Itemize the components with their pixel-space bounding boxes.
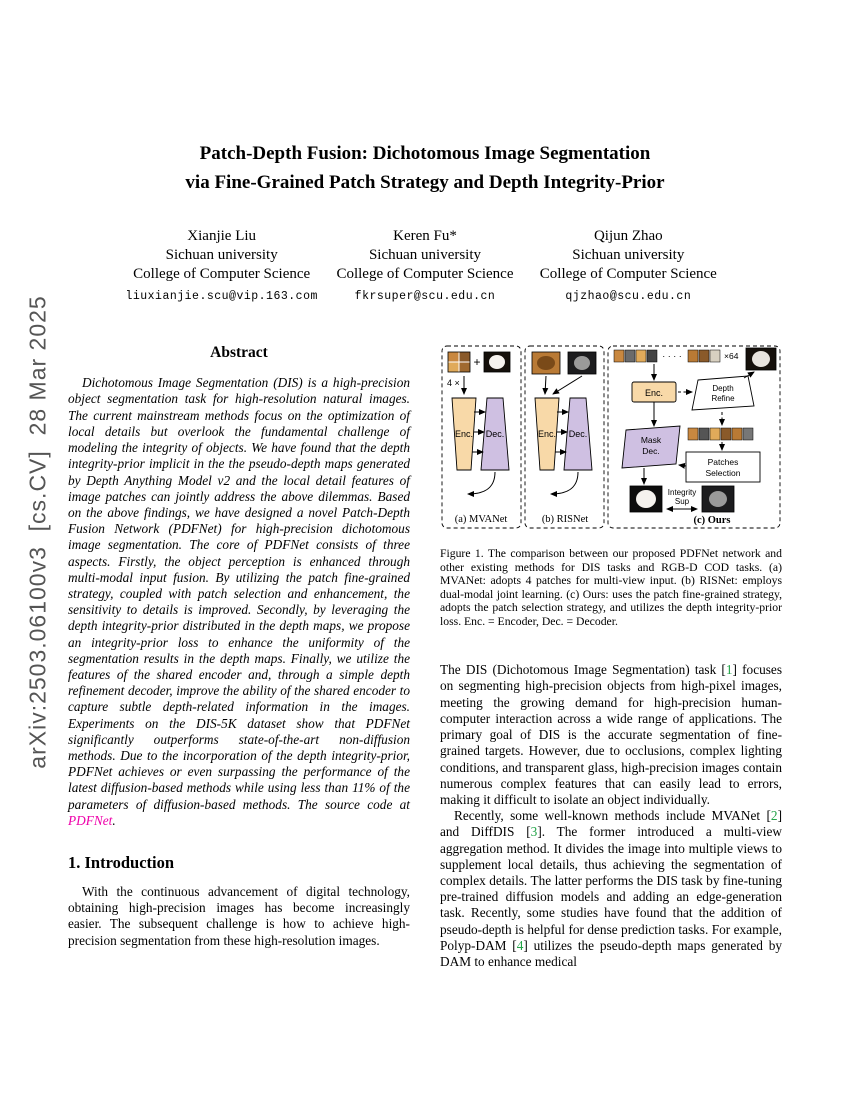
encoder-label: Enc. xyxy=(454,429,474,440)
author-affiliation: Sichuan university xyxy=(165,247,278,264)
paper-header xyxy=(0,0,850,304)
plus-icon: + xyxy=(473,355,481,370)
text-segment: ] focuses on segmenting high-precision objects from high-pixel images, meeting the growing demand for high-precision human-computer interaction across a wide range of applications. The primary goal of DIS is the accurate segmentation of fine-grained targets. However, due to occlusions, complex lighting conditions, and transparent glass, high-precision images contain numerous complex features that can easily lead to errors, making it difficult to isolate an object individually. xyxy=(440,662,782,807)
decoder-label: Dec. xyxy=(568,429,588,440)
abstract-period: . xyxy=(112,812,116,828)
author-affiliation: Sichuan university xyxy=(572,247,685,264)
output-arrow xyxy=(551,472,578,494)
right-column xyxy=(440,344,782,970)
panel-b-label: (b) RISNet xyxy=(541,514,589,526)
decoder-label: Dec. xyxy=(485,429,505,440)
arxiv-watermark: arXiv:2503.06100v3 [cs.CV] 28 Mar 2025 xyxy=(24,295,51,769)
mvanet-mask-thumbnail xyxy=(484,352,510,372)
panel-a-label: (a) MVANet xyxy=(454,514,508,526)
author-affiliation: College of Computer Science xyxy=(133,266,311,283)
body-paragraph-2 xyxy=(440,808,782,970)
author-name: Xianjie Liu xyxy=(187,228,257,244)
figure-1 xyxy=(440,344,782,628)
integrity-sup-label: Integrity xyxy=(667,488,697,498)
refined-depth-thumbnail xyxy=(746,348,776,370)
abstract-text xyxy=(68,375,410,829)
mask-decoder-label: Mask xyxy=(640,435,662,446)
risnet-depth-thumbnail xyxy=(568,352,596,374)
depth-refine-label: Refine xyxy=(711,394,735,404)
panel-c-label: (c) Ours xyxy=(693,515,731,527)
body-paragraph-1 xyxy=(440,662,782,808)
abstract-heading: Abstract xyxy=(210,344,268,362)
author-email[interactable]: fkrsuper@scu.edu.cn xyxy=(354,289,496,303)
author-affiliation: College of Computer Science xyxy=(539,266,717,283)
citation-3[interactable]: 3 xyxy=(530,824,538,840)
author-1 xyxy=(120,227,323,304)
mask-decoder-label: Dec. xyxy=(642,446,660,457)
two-column-body xyxy=(0,304,850,970)
ellipsis-dots: · · · · xyxy=(662,351,682,362)
panel-mvanet xyxy=(442,346,521,528)
integrity-sup-label: Sup xyxy=(674,497,690,507)
selection-to-maskdec-arrow xyxy=(679,465,686,466)
panel-ours xyxy=(608,346,780,528)
introduction-paragraph: With the continuous advancement of digital technology, obtaining high-precision images has become increasingly easier. The subsequent challenge is how to achieve high-precision segmentation from these high-resolution images. xyxy=(68,883,410,948)
author-block xyxy=(0,227,850,304)
depth-refine-label: Depth xyxy=(712,384,734,394)
citation-2[interactable]: 2 xyxy=(770,808,778,824)
selected-patch-strip xyxy=(688,428,753,440)
author-email[interactable]: liuxianjie.scu@vip.163.com xyxy=(125,289,318,303)
figure-1-diagram xyxy=(440,344,782,538)
author-3 xyxy=(527,227,730,304)
depth-refine-box xyxy=(692,376,754,410)
patches-selection-label: Patches xyxy=(707,457,739,468)
text-segment: ]. The former introduced a multi-view aggregation method. It divides the image into multiple views to supplement local details, thus achieving the segmentation of complex details. The latter performs the DIS task by fine-tuning pre-trained diffusion models and adding an edge-generation task. Recently, some studies have found that the addition of pseudo-depth is helpful for dense prediction tasks. For example, Polyp-DAM [ xyxy=(440,824,782,953)
source-code-link[interactable]: PDFNet xyxy=(68,812,113,828)
depthrefine-to-depth-arrow xyxy=(744,372,754,378)
predicted-mask-thumbnail xyxy=(630,486,662,512)
author-2 xyxy=(323,227,526,304)
author-name: Qijun Zhao xyxy=(593,228,663,244)
text-segment: ] utilizes the pseudo-depth maps generated by DAM to enhance medical xyxy=(440,937,782,969)
introduction-heading: 1. Introduction xyxy=(68,852,175,872)
patch-strip-input xyxy=(614,350,720,362)
title-line-2: via Fine-Grained Patch Strategy and Depth Integrity-Prior xyxy=(185,171,665,193)
text-segment: The DIS (Dichotomous Image Segmentation) task [ xyxy=(440,662,726,678)
title-line-1: Patch-Depth Fusion: Dichotomous Image Segmentation xyxy=(199,143,651,164)
output-arrow xyxy=(468,472,495,494)
author-name: Keren Fu* xyxy=(393,228,457,244)
panel-a-border xyxy=(442,346,521,528)
four-x-label: 4 × xyxy=(447,378,460,389)
panel-risnet xyxy=(525,346,604,528)
text-segment: ] and DiffDIS [ xyxy=(440,808,782,840)
figure-caption: Figure 1. The comparison between our proposed PDFNet network and other existing methods for DIS tasks and RGB-D COD tasks. (a) MVANet: adopts 4 patches for multi-view input. (b) RISNet: employs dual-modal joint learning. (c) Ours: uses the patch fine-grained strategy, adopts the patch selection strategy, and utilizes the depth integrity-prior loss. Enc. = Encoder, Dec. = Decoder. xyxy=(440,547,782,628)
rgb-input-arrow xyxy=(545,376,546,394)
left-column xyxy=(68,344,410,949)
abstract-body: Dichotomous Image Segmentation (DIS) is a high-precision object segmentation task for high-resolution natural images. The current mainstream methods focus on the optimization of local details but overlook the fundamental challenge of modeling the integrity of objects. We have found that the depth integrity-prior implicit in the the pseudo-depth maps generated by Depth Anything Model v2 and the local detail features of image patches can jointly address the above dilemmas. Based on the above findings, we have designed a novel Patch-Depth Fusion Network (PDFNet) for high-precision dichotomous image segmentation. The core of PDFNet consists of three aspects. Firstly, the object perception is enhanced through multi-modal input fusion. By utilizing the patch fine-grained strategy, coupled with patch selection and enhancement, the sensitivity to details is improved. Secondly, by leveraging the depth integrity-prior distributed in the depth maps, we propose an integrity-prior loss to enhance the uniformity of the segmentation results in the depth maps. Finally, we utilize the features of the shared encoder and, through a simple depth refinement decoder, improve the ability of the shared encoder to capture subtle depth-related information in the images. Experiments on the DIS-5K dataset show that PDFNet significantly outperforms state-of-the-art non-diffusion methods. Due to the incorporation of the depth integrity-prior, PDFNet achieves or even surpassing the performance of the latest diffusion-based methods while using less than 11% of the parameters of diffusion-based methods. The source code at xyxy=(68,375,410,812)
citation-1[interactable]: 1 xyxy=(725,662,733,678)
author-affiliation: Sichuan university xyxy=(368,247,482,264)
risnet-rgb-thumbnail xyxy=(532,352,560,374)
depth-map-thumbnail xyxy=(702,486,734,512)
x64-label: ×64 xyxy=(724,351,739,362)
citation-4[interactable]: 4 xyxy=(516,937,524,953)
text-segment: Recently, some well-known methods include MVANet [ xyxy=(454,808,771,824)
encoder-label: Enc. xyxy=(537,429,557,440)
patches-selection-label: Selection xyxy=(705,468,741,479)
author-email[interactable]: qjzhao@scu.edu.cn xyxy=(565,289,692,303)
encoder-label: Enc. xyxy=(644,388,664,399)
author-affiliation: College of Computer Science xyxy=(336,266,514,283)
depth-input-arrow xyxy=(553,376,582,394)
paper-title xyxy=(0,140,850,197)
mvanet-patches-thumbnail xyxy=(448,352,470,372)
